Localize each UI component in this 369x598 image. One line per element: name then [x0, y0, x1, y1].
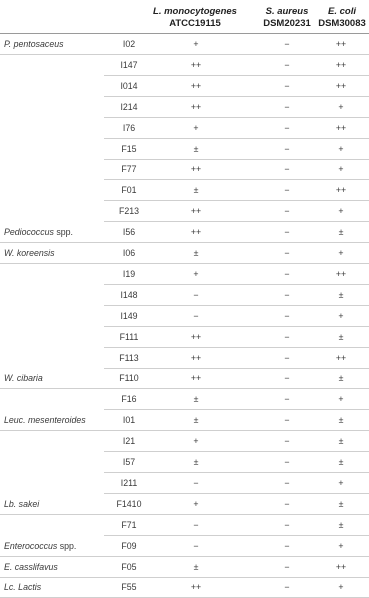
table-row — [0, 306, 369, 327]
l-monocytogenes-cell: ++ — [190, 101, 202, 112]
strain-cell: F01 — [121, 185, 137, 196]
s-aureus-cell: − — [284, 310, 290, 321]
strain-cell: F09 — [121, 540, 137, 551]
l-monocytogenes-cell: ++ — [190, 206, 202, 217]
s-aureus-cell: − — [284, 101, 290, 112]
l-monocytogenes-cell: − — [193, 540, 199, 551]
strain-cell: F110 — [119, 373, 139, 384]
species-name: Lb. sakei — [4, 498, 40, 509]
s-aureus-cell: − — [284, 582, 290, 593]
strain-id: ATCC19115 — [169, 18, 221, 29]
l-monocytogenes-cell: ++ — [190, 80, 202, 91]
species-cell — [4, 494, 39, 515]
l-monocytogenes-cell: ± — [193, 185, 199, 196]
table-row — [0, 410, 369, 431]
l-monocytogenes-cell: ++ — [190, 352, 202, 363]
strain-cell: I01 — [122, 415, 136, 426]
l-monocytogenes-cell: + — [193, 436, 199, 447]
e-coli-cell: ± — [338, 498, 344, 509]
l-monocytogenes-cell: ± — [193, 561, 199, 572]
l-monocytogenes-cell: ++ — [190, 164, 202, 175]
s-aureus-cell: − — [284, 477, 290, 488]
strain-cell: I214 — [120, 101, 138, 112]
e-coli-cell: ++ — [335, 122, 347, 133]
s-aureus-cell: − — [284, 457, 290, 467]
table-row — [0, 473, 369, 494]
table-row — [0, 34, 369, 55]
l-monocytogenes-cell: − — [193, 519, 199, 530]
l-monocytogenes-cell: ++ — [190, 227, 202, 238]
strain-cell: I02 — [122, 39, 136, 49]
e-coli-cell: ++ — [335, 59, 347, 70]
table-row — [0, 536, 369, 557]
s-aureus-cell: − — [284, 185, 290, 196]
s-aureus-cell: − — [284, 39, 290, 49]
e-coli-cell: ± — [338, 373, 344, 384]
s-aureus-cell: − — [284, 143, 290, 154]
s-aureus-cell: − — [284, 164, 290, 175]
l-monocytogenes-cell: ± — [193, 143, 199, 154]
l-monocytogenes-cell: − — [193, 310, 199, 321]
l-monocytogenes-cell: + — [193, 268, 199, 279]
s-aureus-cell: − — [284, 436, 290, 447]
e-coli-cell: ++ — [335, 185, 347, 196]
strain-cell: I56 — [122, 227, 136, 238]
e-coli-cell: ++ — [335, 268, 347, 279]
e-coli-cell: ± — [338, 227, 344, 238]
strain-cell: F15 — [121, 143, 137, 154]
strain-cell: F16 — [121, 394, 137, 405]
species-name: Enterococcus — [4, 540, 58, 551]
organism-name: S. aureus — [265, 6, 309, 17]
table-row — [0, 557, 369, 578]
s-aureus-cell: − — [284, 122, 290, 133]
species-cell — [4, 243, 55, 264]
organism-name: L. monocytogenes — [153, 6, 237, 17]
strain-cell: F05 — [121, 561, 137, 572]
column-header-l-monocytogenes — [145, 6, 245, 30]
table-row — [0, 494, 369, 515]
strain-cell: F113 — [119, 352, 139, 363]
table-row — [0, 76, 369, 97]
organism-name: E. coli — [328, 6, 356, 17]
table-row — [0, 243, 369, 264]
s-aureus-cell: − — [284, 498, 290, 509]
l-monocytogenes-cell: − — [193, 477, 199, 488]
species-name: Lc. Lactis — [4, 582, 42, 593]
l-monocytogenes-cell: ± — [193, 248, 199, 258]
e-coli-cell: + — [338, 164, 344, 175]
e-coli-cell: ++ — [335, 561, 347, 572]
l-monocytogenes-cell: ++ — [190, 59, 202, 70]
species-cell — [4, 368, 43, 389]
l-monocytogenes-cell: + — [193, 39, 199, 49]
l-monocytogenes-cell: ± — [193, 394, 199, 405]
table-row — [0, 577, 369, 598]
table-row — [0, 348, 369, 369]
e-coli-cell: ± — [338, 289, 344, 300]
e-coli-cell: ± — [338, 457, 344, 467]
table-row — [0, 285, 369, 306]
species-name: Leuc. mesenteroides — [4, 415, 86, 426]
strain-cell: F71 — [121, 519, 137, 530]
species-cell — [4, 222, 73, 243]
e-coli-cell: + — [338, 582, 344, 593]
strain-cell: I06 — [122, 248, 136, 258]
table-row — [0, 201, 369, 222]
species-name: Pediococcus — [4, 227, 54, 238]
species-cell — [4, 34, 64, 55]
s-aureus-cell: − — [284, 289, 290, 300]
table-row — [0, 389, 369, 410]
s-aureus-cell: − — [284, 519, 290, 530]
strain-cell: I147 — [120, 59, 138, 70]
l-monocytogenes-cell: ++ — [190, 373, 202, 384]
e-coli-cell: + — [338, 477, 344, 488]
e-coli-cell: ± — [338, 415, 344, 426]
strain-id: DSM20231 — [263, 18, 311, 29]
species-name: W. cibaria — [4, 373, 43, 384]
species-name: P. pentosaceus — [4, 39, 64, 49]
species-cell — [4, 536, 76, 557]
strain-cell: I76 — [122, 122, 136, 133]
table-row — [0, 139, 369, 160]
table-row — [0, 222, 369, 243]
strain-cell: F77 — [121, 164, 137, 175]
s-aureus-cell: − — [284, 394, 290, 405]
species-suffix: spp. — [57, 540, 77, 551]
strain-cell: F213 — [118, 206, 140, 217]
table-row — [0, 55, 369, 76]
s-aureus-cell: − — [284, 248, 290, 258]
l-monocytogenes-cell: + — [193, 498, 199, 509]
l-monocytogenes-cell: ± — [193, 457, 199, 467]
e-coli-cell: ± — [338, 436, 344, 447]
e-coli-cell: + — [338, 310, 344, 321]
l-monocytogenes-cell: ± — [193, 415, 199, 426]
s-aureus-cell: − — [284, 331, 290, 342]
s-aureus-cell: − — [284, 206, 290, 217]
s-aureus-cell: − — [284, 59, 290, 70]
s-aureus-cell: − — [284, 352, 290, 363]
species-suffix: spp. — [53, 227, 73, 238]
species-name: E. casslifavus — [4, 561, 58, 572]
strain-cell: F111 — [119, 331, 139, 342]
table-row — [0, 264, 369, 285]
s-aureus-cell: − — [284, 561, 290, 572]
strain-cell: I21 — [122, 436, 136, 447]
e-coli-cell: ++ — [335, 39, 347, 49]
s-aureus-cell: − — [284, 373, 290, 384]
strain-cell: I149 — [120, 310, 138, 321]
table-row — [0, 452, 369, 473]
strain-id: DSM30083 — [318, 18, 366, 29]
e-coli-cell: ++ — [335, 80, 347, 91]
strain-cell: F55 — [121, 582, 137, 593]
s-aureus-cell: − — [284, 540, 290, 551]
table-row — [0, 159, 369, 180]
table-row — [0, 327, 369, 348]
table-row — [0, 368, 369, 389]
column-header-e-coli — [311, 6, 369, 30]
l-monocytogenes-cell: ++ — [190, 331, 202, 342]
table-row — [0, 515, 369, 536]
strain-cell: I148 — [120, 289, 138, 300]
e-coli-cell: + — [338, 248, 344, 258]
strain-cell: I014 — [120, 80, 138, 91]
s-aureus-cell: − — [284, 268, 290, 279]
s-aureus-cell: − — [284, 80, 290, 91]
species-cell — [4, 410, 86, 431]
s-aureus-cell: − — [284, 415, 290, 426]
strain-cell: I19 — [122, 268, 136, 279]
table-row — [0, 180, 369, 201]
s-aureus-cell: − — [284, 227, 290, 238]
species-cell — [4, 577, 41, 598]
e-coli-cell: + — [338, 540, 344, 551]
species-name: W. koreensis — [4, 248, 55, 258]
e-coli-cell: + — [338, 101, 344, 112]
e-coli-cell: + — [338, 394, 344, 405]
l-monocytogenes-cell: + — [193, 122, 199, 133]
e-coli-cell: + — [338, 143, 344, 154]
e-coli-cell: + — [338, 206, 344, 217]
strain-cell: I57 — [122, 457, 136, 467]
table-row — [0, 118, 369, 139]
e-coli-cell: ++ — [335, 352, 347, 363]
l-monocytogenes-cell: − — [193, 289, 199, 300]
table-row — [0, 97, 369, 118]
e-coli-cell: ± — [338, 519, 344, 530]
strain-cell: I211 — [120, 477, 138, 488]
e-coli-cell: ± — [338, 331, 344, 342]
table-row — [0, 431, 369, 452]
l-monocytogenes-cell: ++ — [190, 582, 202, 593]
species-cell — [4, 557, 58, 578]
strain-cell: F1410 — [116, 498, 142, 509]
